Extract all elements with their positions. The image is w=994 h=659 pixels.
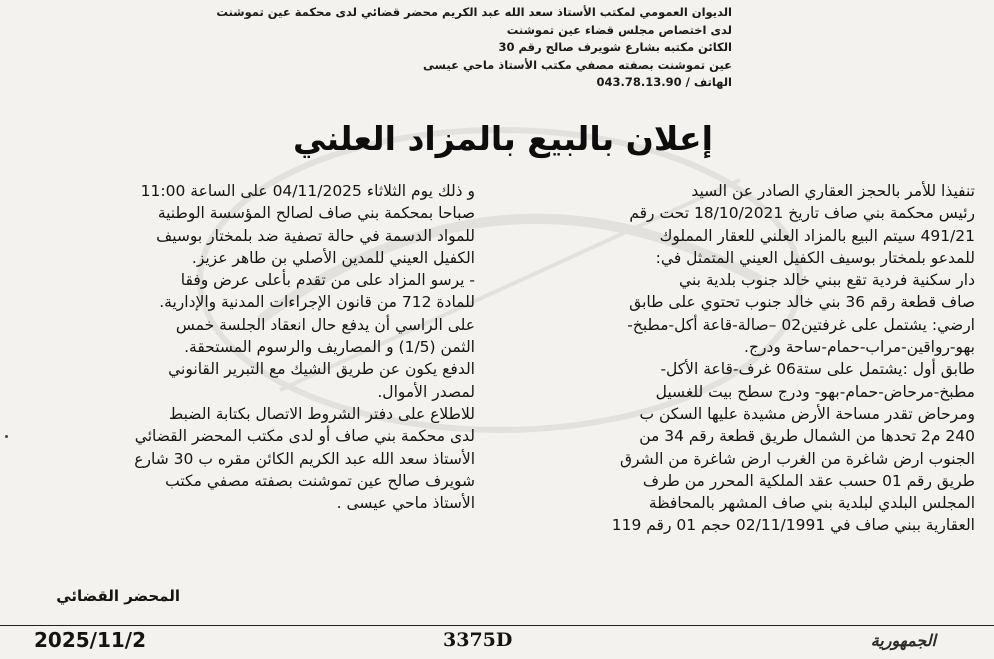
left-column-line: للمواد الدسمة في حالة تصفية ضد بلمختار بوسيف [156, 226, 475, 245]
left-column-line: صباحا بمحكمة بني صاف لصالح المؤسسة الوطنية [157, 204, 475, 223]
left-column-line: شويرف صالح عين تموشنت بصفته مصفي مكتب [165, 471, 475, 490]
footer-divider [0, 625, 994, 626]
right-column-line: 240 م2 تحدها من الشمال طريق قطعة رقم 34 من [639, 427, 975, 446]
phone-label: الهاتف / [685, 75, 732, 89]
left-column-line: - يرسو المزاد على من تقدم بأعلى عرض وفقا [180, 271, 475, 290]
announcement-title: إعلان بالبيع بالمزاد العلني [293, 119, 713, 158]
footer-date: 2025/11/2 [34, 628, 147, 652]
left-column-line: على الراسي أن يدفع حال انعقاد الجلسة خمس [175, 315, 475, 334]
right-column-line: ارضي: يشتمل على غرفتين02 –صالة-قاعة أكل-مطبخ- [627, 315, 975, 334]
right-column [497, 180, 975, 537]
right-column-line: الجنوب ارض شاغرة من الغرب ارض شاغرة من الشرق [619, 449, 975, 468]
right-column-line: مطبخ-مرحاض-حمام-بهو- ودرج سطح بيت للغسيل [655, 382, 975, 401]
header-phone-line [212, 74, 732, 92]
right-column-line: طريق رقم 01 حسب عقد الملكية المحرر من طرف [642, 471, 975, 490]
right-column-line: تنفيذا للأمر بالحجز العقاري الصادر عن السيد [691, 182, 975, 200]
header-line-4: عين تموشنت بصفته مصفي مكتب الأستاذ ماحي عيسى [423, 57, 732, 72]
phone-number: 043.78.13.90 [596, 75, 682, 89]
margin-dot [5, 435, 8, 438]
signature: المحضر القضائي [56, 587, 180, 605]
left-column-line: للمادة 712 من قانون الإجراءات المدنية والإدارية. [159, 293, 475, 312]
header-line-2: لدى اختصاص مجلس قضاء عين تموشنت [506, 22, 732, 37]
right-column-line: طابق أول :يشتمل على ستة06 غرف-قاعة الأكل- [660, 360, 975, 379]
left-column-line: الكفيل العيني للمدين الأصلي بن طاهر عزيز. [191, 248, 475, 267]
left-column-line: لدى محكمة بني صاف أو لدى مكتب المحضر القضائي [134, 427, 475, 446]
right-column-line: بهو-رواقين-مراب-حمام-ساحة ودرج. [744, 338, 975, 357]
header-line-1: الديوان العمومي لمكتب الأستاذ سعد الله عبد الكريم محضر قضائي لدى محكمة عين تموشنت [216, 5, 732, 19]
right-column-line: للمدعو بلمختار بوسيف الكفيل العيني المتمثل في: [655, 248, 975, 267]
right-column-line: رئيس محكمة بني صاف تاريخ 18/10/2021 تحت رقم [629, 204, 975, 223]
right-column-line: صاف قطعة رقم 36 بني خالد جنوب تحتوي على طابق [629, 293, 975, 312]
right-column-line: المجلس البلدي لبلدية بني صاف المشهر بالمحافظة [648, 494, 975, 513]
header-line-3: الكائن مكتبه بشارع شويرف صالح رقم 30 [498, 40, 732, 54]
left-column-line: و ذلك يوم الثلاثاء 04/11/2025 على الساعة 11:00 [140, 182, 475, 200]
left-column [27, 180, 475, 514]
right-column-line: 491/21 سيتم البيع بالمزاد العلني للعقار المملوك [659, 226, 975, 245]
right-column-line: العقارية ببني صاف في 02/11/1991 حجم 01 رقم 119 [611, 516, 975, 535]
office-header [212, 4, 732, 92]
right-column-line: ومرحاض تقدر مساحة الأرض مشيدة عليها السكن ب [639, 404, 975, 423]
newspaper-brand: الجمهورية [870, 631, 936, 650]
left-column-line: الدفع يكون عن طريق الشيك مع التبرير القانوني [168, 360, 475, 379]
left-column-line: الأستاذ سعد الله عبد الكريم الكائن مقره ب 30 شارع [134, 449, 475, 468]
left-column-line: الأستاذ ماحي عيسى . [336, 494, 475, 513]
left-column-line: للاطلاع على دفتر الشروط الاتصال بكتابة الضبط [168, 404, 475, 423]
left-column-line: الثمن (1/5) و المصاريف والرسوم المستحقة. [184, 338, 475, 357]
footer-code: 3375D [443, 629, 513, 651]
right-column-line: دار سكنية فردية تقع ببني خالد جنوب بلدية بني [679, 271, 975, 290]
left-column-line: لمصدر الأموال. [377, 382, 475, 401]
